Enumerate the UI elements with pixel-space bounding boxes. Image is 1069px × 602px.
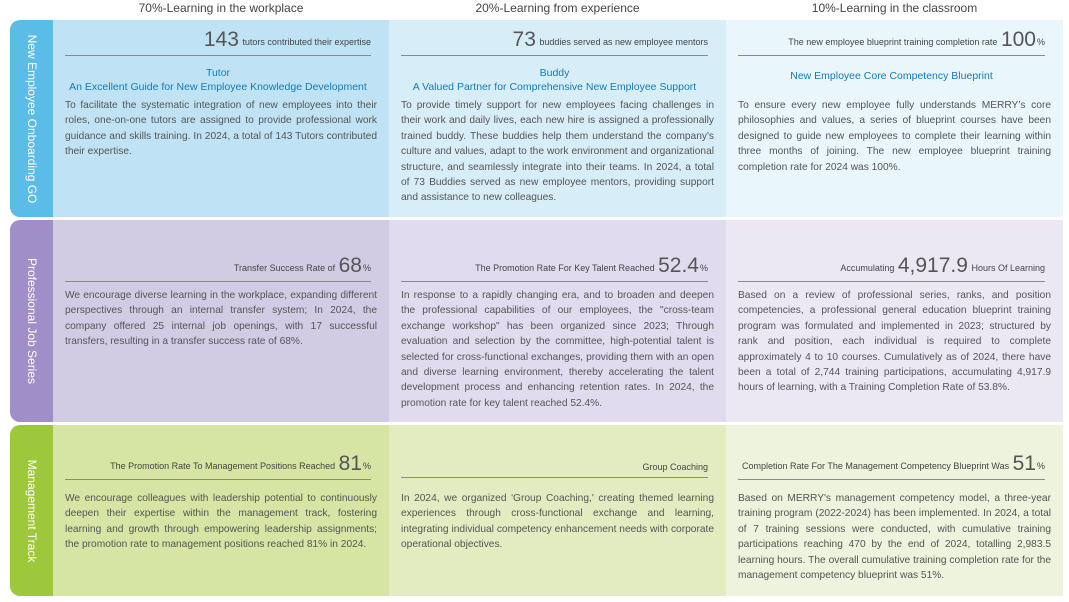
cell-management-experience xyxy=(389,425,726,596)
stat-suffix: % xyxy=(362,461,371,471)
stat-suffix: % xyxy=(362,263,371,273)
cell-onboarding-experience xyxy=(389,20,726,217)
cell-onboarding-classroom xyxy=(726,20,1063,217)
row-label-management: Management Track xyxy=(24,459,39,562)
cell-body: In response to a rapidly changing era, and to broaden and deepen the professional capabilities of our employees, the "cross-team exchange workshop" has been organized since 2023; Through evaluation and selection by the committee, high-potential talent is selected for cross-functional exchanges, providing them with an open and diverse learning environment, thereby accelerating the talent development process and enhancing retention rates. In 2024, the promotion rate for key talent reached 52.4%. xyxy=(401,290,714,409)
stat-number: 52.4 xyxy=(658,254,699,277)
cell-professional-classroom xyxy=(726,220,1063,422)
stat-suffix: % xyxy=(1036,37,1045,47)
stat-prefix: Group Coaching xyxy=(642,462,708,472)
cell-title: Buddy xyxy=(539,67,570,79)
stat-line xyxy=(65,28,371,56)
column-header-classroom: 10%-Learning in the classroom xyxy=(811,1,978,15)
cell-onboarding-workplace xyxy=(53,20,389,217)
stat-number: 100 xyxy=(1000,28,1036,51)
row-label-professional: Professional Job Series xyxy=(24,257,39,385)
stat-prefix: Accumulating xyxy=(840,263,895,273)
stat-number: 51 xyxy=(1012,452,1036,475)
cell-management-classroom xyxy=(726,425,1063,596)
cell-body: To ensure every new employee fully understands MERRY’s core philosophies and values, a series of blueprint courses have been designed to guide new employees to complete their learning within three months of joining. The new employee blueprint training completion rate for 2024 was 100%. xyxy=(738,100,1051,173)
cell-body: To provide timely support for new employees facing challenges in their work and daily lives, each new hire is assigned a professionally trained buddy. These buddies help them understand the company's culture and values, adapt to the work environment and organizational structure, and seamlessly integrate into their teams. In 2024, a total of 73 Buddies served as new employee mentors, providing support and assistance to new colleagues. xyxy=(401,100,714,204)
stat-suffix: % xyxy=(699,263,708,273)
stat-prefix: The Promotion Rate For Key Talent Reached xyxy=(475,263,655,273)
row-tab-professional xyxy=(10,220,53,422)
stat-number: 4,917.9 xyxy=(897,254,968,277)
stat-number: 68 xyxy=(338,254,362,277)
stat-prefix: Completion Rate For The Management Competency Blueprint Was xyxy=(741,461,1010,471)
stat-line xyxy=(401,28,708,56)
stat-line xyxy=(65,452,371,480)
stat-line xyxy=(738,254,1045,282)
row-label-onboarding: New Employee Onboarding GO xyxy=(24,34,39,203)
stat-suffix: % xyxy=(1036,461,1045,471)
stat-number: 73 xyxy=(512,28,536,51)
stat-line xyxy=(401,254,708,282)
stat-prefix: The new employee blueprint training completion rate xyxy=(788,37,998,47)
stat-line xyxy=(65,254,371,282)
column-header-workplace: 70%-Learning in the workplace xyxy=(138,1,304,15)
stat-suffix: buddies served as new employee mentors xyxy=(539,37,708,47)
cell-body: To facilitate the systematic integration of new employees into their roles, one-on-one tutors are assigned to provide professional work guidance and skills training. In 2024, a total of 143 Tutors contributed their expertise. xyxy=(65,100,377,158)
cell-professional-workplace xyxy=(53,220,389,422)
cell-title: Tutor xyxy=(205,67,231,79)
stat-suffix: tutors contributed their expertise xyxy=(242,37,371,47)
row-tab-management xyxy=(10,425,53,596)
cell-body: In 2024, we organized 'Group Coaching,' creating themed learning experiences through cross-functional exchange and learning, integrating individual competency enhancement needs with corporate operational objectives. xyxy=(401,493,714,551)
cell-subtitle: An Excellent Guide for New Employee Knowledge Development xyxy=(69,81,367,93)
cell-body: We encourage diverse learning in the workplace, expanding different perspectives through an internal transfer system; In 2024, the company offered 25 internal job openings, with 17 successful transfers, resulting in a transfer success rate of 68%. xyxy=(65,290,377,348)
cell-body: Based on a review of professional series, ranks, and position competencies, a professional general education blueprint training program was formulated and implemented in 2023; structured by rank and position, each individual is required to complete approximately 4 to 10 courses. Cumulatively as of 2024, there have been a total of 2,744 training participations, accumulating 4,917.9 hours of learning, with a Training Completion Rate of 53.8%. xyxy=(738,290,1051,394)
row-tab-onboarding xyxy=(10,20,53,217)
stat-prefix: The Promotion Rate To Management Positions Reached xyxy=(110,461,336,471)
stat-suffix: Hours Of Learning xyxy=(971,263,1045,273)
stat-number: 143 xyxy=(203,28,239,51)
cell-professional-experience xyxy=(389,220,726,422)
stat-number: 81 xyxy=(338,452,362,475)
stat-line xyxy=(738,452,1045,480)
cell-title: New Employee Core Competency Blueprint xyxy=(790,70,993,82)
cell-body: We encourage colleagues with leadership potential to continuously deepen their expertise within the management track, fostering learning and growth through empowering leadership assignments; the promotion rate to management positions reached 81% in 2024. xyxy=(65,493,377,551)
cell-body: Based on MERRY's management competency model, a three-year training program (2022-2024) has been implemented. In 2024, a total of 7 training sessions were conducted, with cumulative training participations reaching 470 by the end of 2024, totalling 2,983.5 learning hours. The overall cumulative training completion rate for the management competency blueprint was 51%. xyxy=(738,493,1051,582)
cell-subtitle: A Valued Partner for Comprehensive New Employee Support xyxy=(412,81,697,93)
stat-line xyxy=(401,458,708,478)
stat-prefix: Transfer Success Rate of xyxy=(233,263,336,273)
cell-management-workplace xyxy=(53,425,389,596)
column-header-experience: 20%-Learning from experience xyxy=(475,1,640,15)
stat-line xyxy=(738,28,1045,56)
